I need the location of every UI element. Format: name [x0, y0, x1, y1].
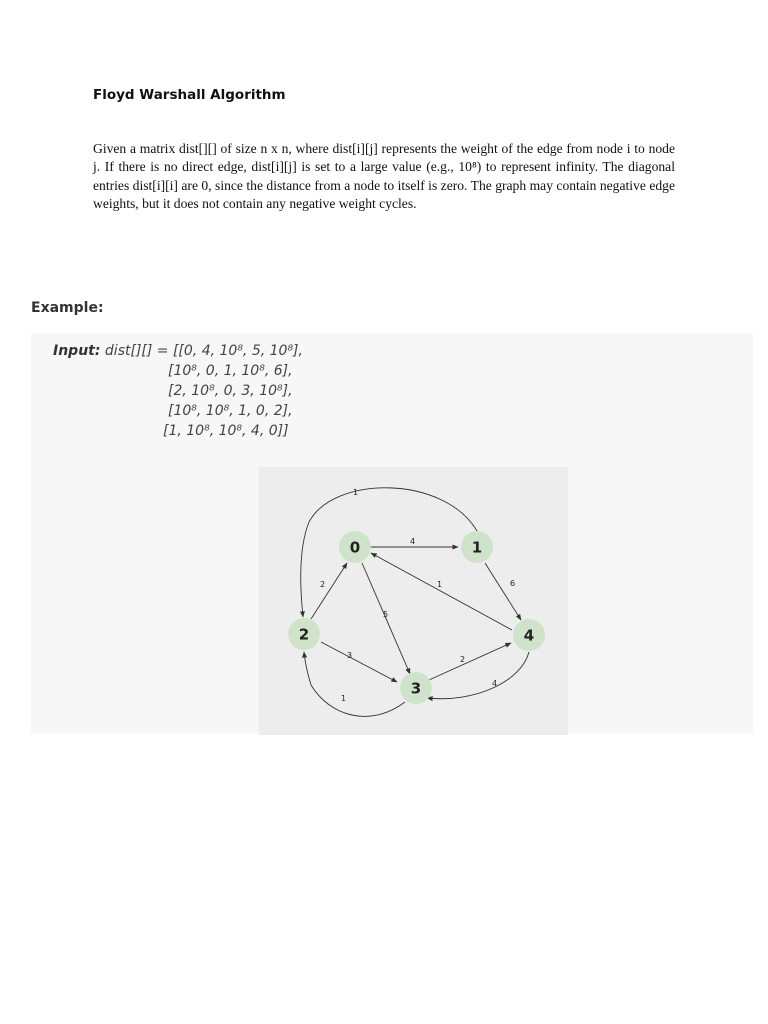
edge-0-1-weight: 4 [410, 537, 416, 546]
edge-3-2 [304, 652, 405, 716]
input-row-0: dist[][] = [[0, 4, 10⁸, 5, 10⁸], [104, 343, 303, 359]
graph-node-3 [400, 672, 432, 704]
graph-node-1 [461, 531, 493, 563]
graph-node-0-label: 0 [349, 538, 361, 557]
edge-1-4-weight: 6 [510, 579, 516, 588]
edge-4-3 [427, 652, 529, 699]
graph-node-2 [288, 618, 320, 650]
input-line-0 [53, 342, 303, 362]
edge-3-4-weight: 2 [460, 655, 466, 664]
edge-0-3-weight: 5 [383, 610, 389, 619]
edge-2-3-weight: 3 [347, 651, 353, 660]
graph-node-4 [513, 619, 545, 651]
edge-4-0-weight: 1 [437, 580, 443, 589]
edge-3-2-weight: 1 [341, 694, 347, 703]
edge-2-3 [321, 642, 397, 682]
edge-1-2 [301, 488, 477, 617]
edge-1-2-weight: 1 [353, 488, 359, 497]
graph-node-3-label: 3 [410, 679, 422, 698]
edge-2-0 [311, 563, 347, 619]
input-label: Input: [53, 343, 101, 359]
graph-node-4-label: 4 [523, 626, 535, 645]
intro-paragraph: Given a matrix dist[][] of size n x n, where dist[i][j] represents the weight of the edge from node i to node j. If there is no direct edge, dist[i][j] is set to a large value (e.g., 10⁸) to represent infinity. The diagonal entries dist[i][i] are 0, since the distance from a node to itself is zero. The graph may contain negative edge weights, but it does not contain any negative weight cycles. [93, 141, 675, 211]
edge-4-0 [371, 553, 512, 630]
input-row-3: [10⁸, 10⁸, 1, 0, 2], [168, 403, 293, 419]
input-row-2: [2, 10⁸, 0, 3, 10⁸], [168, 383, 293, 399]
document-title: Floyd Warshall Algorithm [93, 87, 286, 103]
example-heading: Example: [31, 300, 104, 316]
edge-1-4 [485, 563, 521, 620]
graph-node-2-label: 2 [298, 625, 310, 644]
graph-node-1-label: 1 [471, 538, 483, 557]
input-row-1: [10⁸, 0, 1, 10⁸, 6], [168, 363, 293, 379]
input-row-4: [1, 10⁸, 10⁸, 4, 0]] [163, 423, 289, 439]
graph-diagram [259, 467, 568, 735]
edge-2-0-weight: 2 [320, 580, 326, 589]
edge-4-3-weight: 4 [492, 679, 498, 688]
edge-3-4 [429, 643, 511, 680]
graph-node-0 [339, 531, 371, 563]
